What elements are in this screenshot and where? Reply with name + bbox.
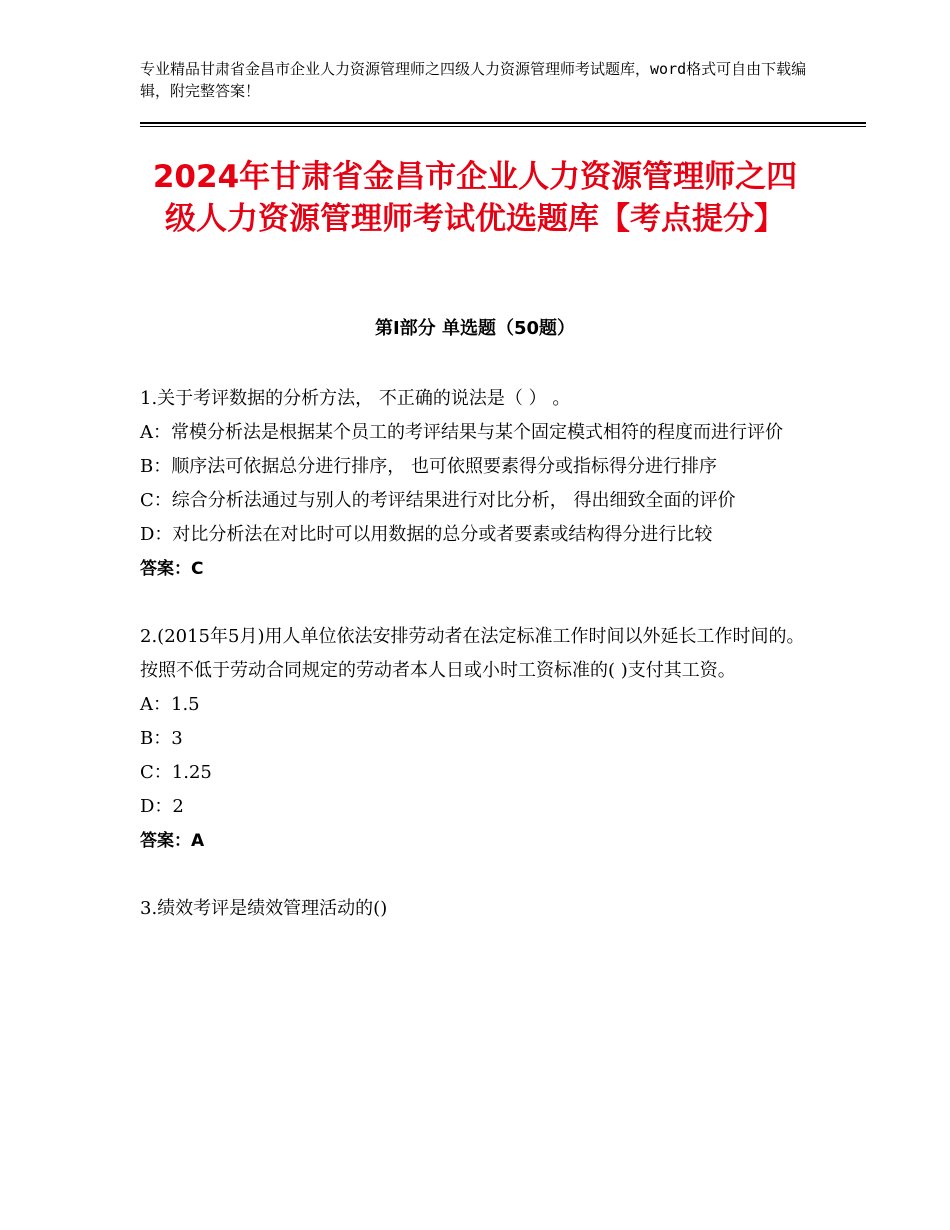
header-divider-thin — [140, 126, 866, 127]
question-stem: 2.(2015年5月)用人单位依法安排劳动者在法定标准工作时间以外延长工作时间的。按照不低于劳动合同规定的劳动者本人日或小时工资标准的( )支付其工资。 — [140, 626, 805, 681]
option-c: C：1.25 — [140, 762, 212, 783]
answer-label: 答案：C — [140, 559, 204, 579]
answer-label: 答案：A — [140, 831, 205, 851]
question-list — [140, 382, 810, 960]
option-a: A：常模分析法是根据某个员工的考评结果与某个固定模式相符的程度而进行评价 — [140, 422, 783, 443]
section-title: 第Ⅰ部分 单选题（50题） — [374, 318, 575, 339]
question-3 — [140, 892, 810, 926]
header-divider-thick — [140, 122, 866, 124]
question-1 — [140, 382, 810, 586]
option-b: B：3 — [140, 728, 183, 749]
option-d: D：对比分析法在对比时可以用数据的总分或者要素或结构得分进行比较 — [140, 524, 713, 545]
question-stem: 1.关于考评数据的分析方法， 不正确的说法是（ ） 。 — [140, 388, 571, 409]
question-2 — [140, 620, 810, 858]
document-title: 2024年甘肃省金昌市企业人力资源管理师之四级人力资源管理师考试优选题库【考点提分】 — [152, 159, 798, 237]
question-stem: 3.绩效考评是绩效管理活动的() — [140, 898, 388, 919]
option-c: C：综合分析法通过与别人的考评结果进行对比分析， 得出细致全面的评价 — [140, 490, 736, 511]
option-d: D：2 — [140, 796, 184, 817]
header-note: 专业精品甘肃省金昌市企业人力资源管理师之四级人力资源管理师考试题库，word格式可自由下载编辑，附完整答案！ — [140, 60, 807, 100]
option-a: A：1.5 — [140, 694, 200, 715]
option-b: B：顺序法可依据总分进行排序， 也可依照要素得分或指标得分进行排序 — [140, 456, 717, 477]
